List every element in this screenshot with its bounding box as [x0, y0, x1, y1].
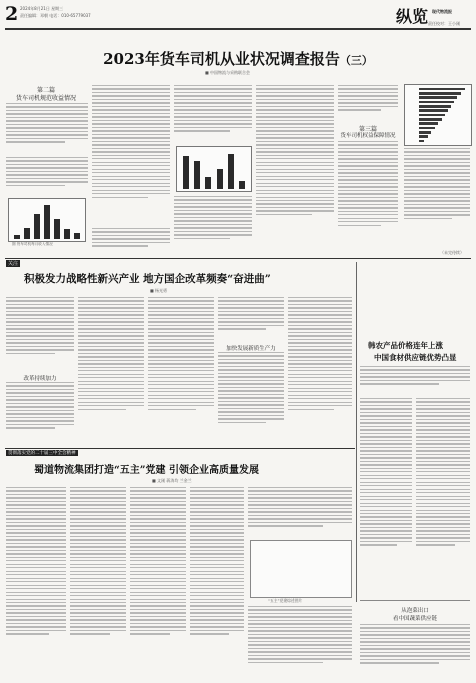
section-heading: 货车司机规范收益情况 [15, 95, 76, 102]
chart-1-bar-A [14, 235, 20, 240]
story-byline: ■ 文刚 蒋涛均 兰金兰 [152, 478, 192, 483]
lead-note: （未完待续） [440, 250, 464, 255]
lead-bottom-rule [5, 258, 471, 259]
figure-caption: 图 货车司机每月收入情况 [12, 242, 53, 246]
chart-3-bar-L [419, 135, 428, 138]
lead-col1-text-top [6, 103, 88, 153]
column-subtitle: 现代物流报 [432, 9, 452, 14]
focus-col1-text-2 [6, 382, 74, 444]
chart-3-bar-G [419, 114, 445, 117]
focus-col5-text [288, 297, 352, 444]
lead-col6-text [404, 148, 470, 248]
chart-3 [404, 84, 472, 146]
lead-byline: ■ 中国物流与采购联合会 [205, 70, 251, 75]
chart-3-bar-E [419, 105, 451, 108]
focus-col3-text [148, 297, 214, 444]
column-name: 纵览 [396, 7, 429, 26]
chart-1-bar-G [74, 233, 80, 239]
korea-col1-text [360, 398, 412, 592]
korea-intro-text [360, 366, 470, 394]
lead-col1-text-mid [6, 157, 88, 195]
chart-2-bar-E [228, 154, 234, 189]
chart-3-bar-A [419, 88, 465, 91]
lead-title-suffix: （三） [339, 54, 373, 67]
korea-sub-rule [360, 600, 470, 601]
chart-2-bar-F [239, 181, 245, 189]
chart-1-bar-B [24, 228, 30, 239]
chart-3-bar-C [419, 96, 457, 99]
edition-line: 责任校对：王小刚 [428, 21, 460, 26]
focus-col4-text-top [218, 297, 284, 341]
focus-byline: ■ 杨光勇 [150, 288, 168, 293]
masthead-rule [5, 28, 471, 30]
chart-3-bar-D [419, 101, 454, 104]
story-tag [6, 450, 78, 456]
lead-col5-text-top [338, 85, 398, 121]
focus-col4-text [218, 352, 284, 444]
chart-3-bar-M [419, 140, 424, 143]
korea-col2-text [416, 398, 470, 592]
editor-line: 责任编辑：邓朝 电话：010-65779037 [20, 13, 91, 18]
korea-subhead: 从泡菜出口 [401, 608, 429, 614]
focus-tag [6, 260, 20, 267]
focus-headline: 积极发力战略性新兴产业 地方国企改革频奏“奋进曲” [24, 273, 271, 285]
story-tag-label: 贯彻落实党的二十届三中全会精神 [8, 451, 76, 456]
focus-tag-label: 关注 [8, 261, 19, 267]
focus-right-divider [356, 262, 357, 602]
chart-3-bar-B [419, 92, 461, 95]
story-col5-text-top [248, 487, 352, 537]
chart-3-bar-H [419, 118, 442, 121]
focus-subhead-2: 加快发展新质生产力 [226, 346, 276, 352]
chart-2-bar-C [205, 177, 211, 189]
focus-col2-text [78, 297, 144, 444]
chart-2 [176, 146, 252, 192]
chart-1 [8, 198, 86, 242]
chart-3-bar-J [419, 127, 435, 130]
story-col4-text [190, 487, 244, 679]
chart-1-bar-D [44, 205, 50, 239]
right-section-heading: 货车司机权益保障情况 [340, 133, 396, 139]
story-col3-text [130, 487, 186, 679]
story-col1-text [6, 487, 66, 679]
chart-3-bar-I [419, 122, 438, 125]
date-line: 2024年8月21日 星期三 [20, 6, 64, 11]
page-number: 2 [5, 3, 19, 25]
story-headline: 蜀道物流集团打造“五主”党建 引领企业高质量发展 [34, 465, 259, 476]
chart-1-bar-E [54, 219, 60, 239]
chart-2-bar-B [194, 161, 200, 190]
lead-col3-text [174, 85, 252, 143]
chart-2-bar-D [217, 169, 223, 189]
chart-3-bar-F [419, 109, 448, 112]
story-col5-text-bottom [248, 606, 352, 679]
lead-col3-text-bottom [174, 196, 252, 252]
lead-title: 2023年货车司机从业状况调查报告 [103, 50, 340, 68]
section-label: 第二篇 [36, 87, 55, 94]
lead-col2-text-bottom [92, 228, 170, 252]
story-col2-text [70, 487, 126, 679]
lead-col4-text [256, 85, 334, 252]
chart-1-bar-C [34, 214, 40, 239]
korea-headline-1: 韩农产品价格连年上涨 [368, 341, 443, 350]
korea-subhead-2: 看中国蔬菜供应链 [392, 616, 437, 622]
chart-2-bar-A [183, 156, 189, 189]
chart-1-bar-F [64, 229, 70, 239]
lead-title-row [0, 48, 476, 69]
right-section-label: 第三篇 [358, 126, 377, 133]
chart-3-bar-K [419, 131, 431, 134]
lead-col5-text [338, 141, 398, 252]
focus-bottom-rule [5, 448, 355, 449]
focus-subhead-1: 改革持续加力 [23, 376, 57, 382]
korea-col3-text [360, 624, 470, 679]
story-photo-caption: “五主”党建综述图片 [268, 598, 303, 603]
lead-col2-text [92, 85, 170, 223]
korea-headline-2: 中国食材供应链优势凸显 [374, 353, 457, 362]
focus-col1-text [6, 297, 74, 371]
story-photo-panel [250, 540, 352, 598]
